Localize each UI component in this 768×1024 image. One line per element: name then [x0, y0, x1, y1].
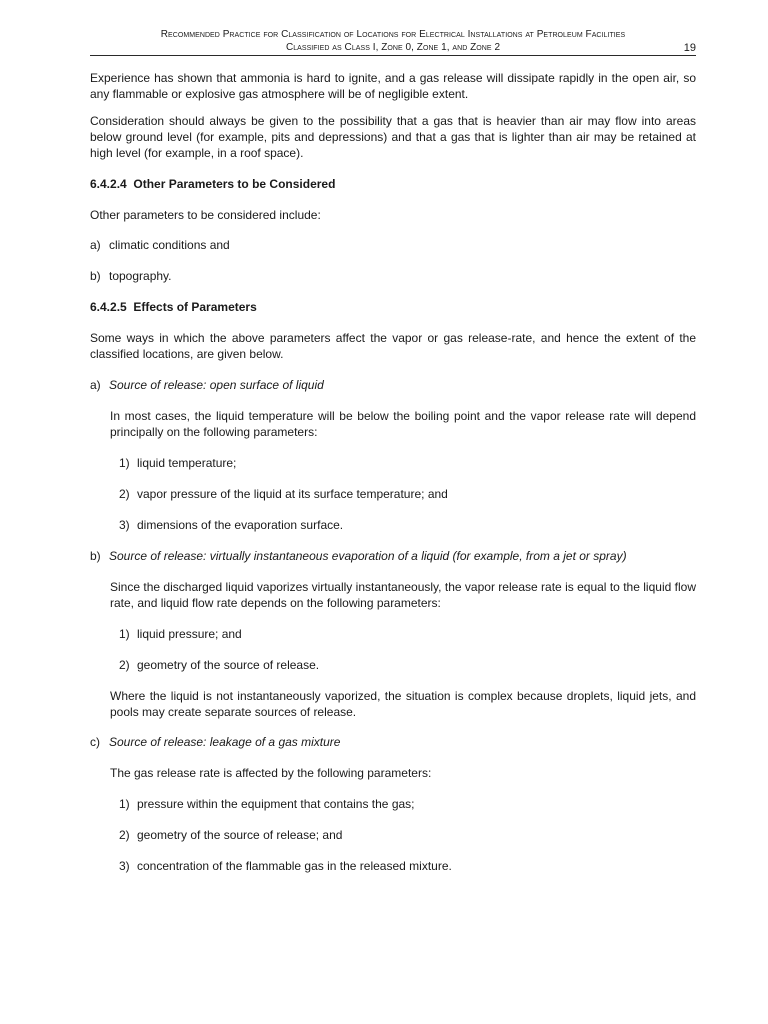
list-item: [119, 455, 236, 471]
paragraph-ammonia: Experience has shown that ammonia is hard to ignite, and a gas release will dissipate rapidly in the open air, so any flammable or explosive gas atmosphere will be of negligible extent.: [90, 71, 696, 101]
list-marker: 3): [119, 859, 130, 873]
case-heading-c: [90, 734, 340, 750]
list-item-text: geometry of the source of release.: [137, 658, 320, 672]
list-item: [90, 237, 230, 253]
case-description: Since the discharged liquid vaporizes virtually instantaneously, the vapor release rate is equal to the liquid flow rate, and liquid flow rate depends on the following parameters:: [110, 580, 696, 610]
list-item-text: liquid temperature;: [137, 456, 237, 470]
list-marker: 1): [119, 456, 130, 470]
section-heading-6424: [90, 176, 696, 192]
section-title: Effects of Parameters: [133, 300, 257, 314]
list-item-text: topography.: [109, 269, 172, 283]
case-marker: c): [90, 735, 100, 749]
header-title-line2: Classified as Class I, Zone 0, Zone 1, and Zone 2: [285, 42, 501, 53]
list-marker: 3): [119, 518, 130, 532]
list-item: [119, 827, 342, 843]
list-item-text: vapor pressure of the liquid at its surface temperature; and: [137, 487, 448, 501]
list-item: [119, 858, 452, 874]
running-header: [90, 28, 696, 58]
section-intro: Other parameters to be considered include:: [90, 208, 321, 222]
case-description: The gas release rate is affected by the following parameters:: [110, 766, 432, 780]
section-intro: Some ways in which the above parameters affect the vapor or gas release-rate, and hence the extent of the classified locations, are given below.: [90, 331, 696, 361]
paragraph-gas-density: Consideration should always be given to the possibility that a gas that is heavier than air may flow into areas below ground level (for example, pits and depressions) and that a gas that is lighter than air may be retained at high level (for example, in a roof space).: [90, 114, 696, 160]
section-number: 6.4.2.4: [90, 177, 127, 191]
list-item: [119, 796, 415, 812]
list-marker: b): [90, 269, 101, 283]
case-heading-a: [90, 377, 324, 393]
list-item: [119, 657, 319, 673]
page-number: 19: [683, 42, 696, 54]
list-item: [119, 486, 448, 502]
case-title: Source of release: open surface of liquid: [109, 378, 324, 392]
list-marker: 2): [119, 828, 130, 842]
list-item-text: pressure within the equipment that contains the gas;: [137, 797, 415, 811]
case-heading-b: [90, 548, 627, 564]
list-item-text: dimensions of the evaporation surface.: [137, 518, 344, 532]
list-item-text: geometry of the source of release; and: [137, 828, 343, 842]
list-marker: a): [90, 238, 101, 252]
list-item-text: liquid pressure; and: [137, 627, 242, 641]
case-marker: b): [90, 549, 101, 563]
section-title: Other Parameters to be Considered: [133, 177, 336, 191]
list-marker: 1): [119, 797, 130, 811]
section-number: 6.4.2.5: [90, 300, 127, 314]
list-item: [119, 626, 242, 642]
case-title: Source of release: leakage of a gas mixture: [109, 735, 341, 749]
section-heading-6425: [90, 299, 696, 315]
list-marker: 1): [119, 627, 130, 641]
header-rule: [90, 55, 696, 56]
case-description: In most cases, the liquid temperature will be below the boiling point and the vapor release rate will depend principally on the following parameters:: [110, 409, 696, 439]
header-title-line1: Recommended Practice for Classification of Locations for Electrical Installations at Petroleum Facilities: [160, 29, 626, 40]
list-item: [90, 268, 172, 284]
case-title: Source of release: virtually instantaneous evaporation of a liquid (for example, from a jet or spray): [109, 549, 627, 563]
list-item-text: climatic conditions and: [109, 238, 230, 252]
list-marker: 2): [119, 658, 130, 672]
case-marker: a): [90, 378, 101, 392]
list-item: [119, 517, 343, 533]
case-note: Where the liquid is not instantaneously vaporized, the situation is complex because droplets, liquid jets, and pools may create separate sources of release.: [110, 689, 696, 719]
list-item-text: concentration of the flammable gas in the released mixture.: [137, 859, 452, 873]
list-marker: 2): [119, 487, 130, 501]
